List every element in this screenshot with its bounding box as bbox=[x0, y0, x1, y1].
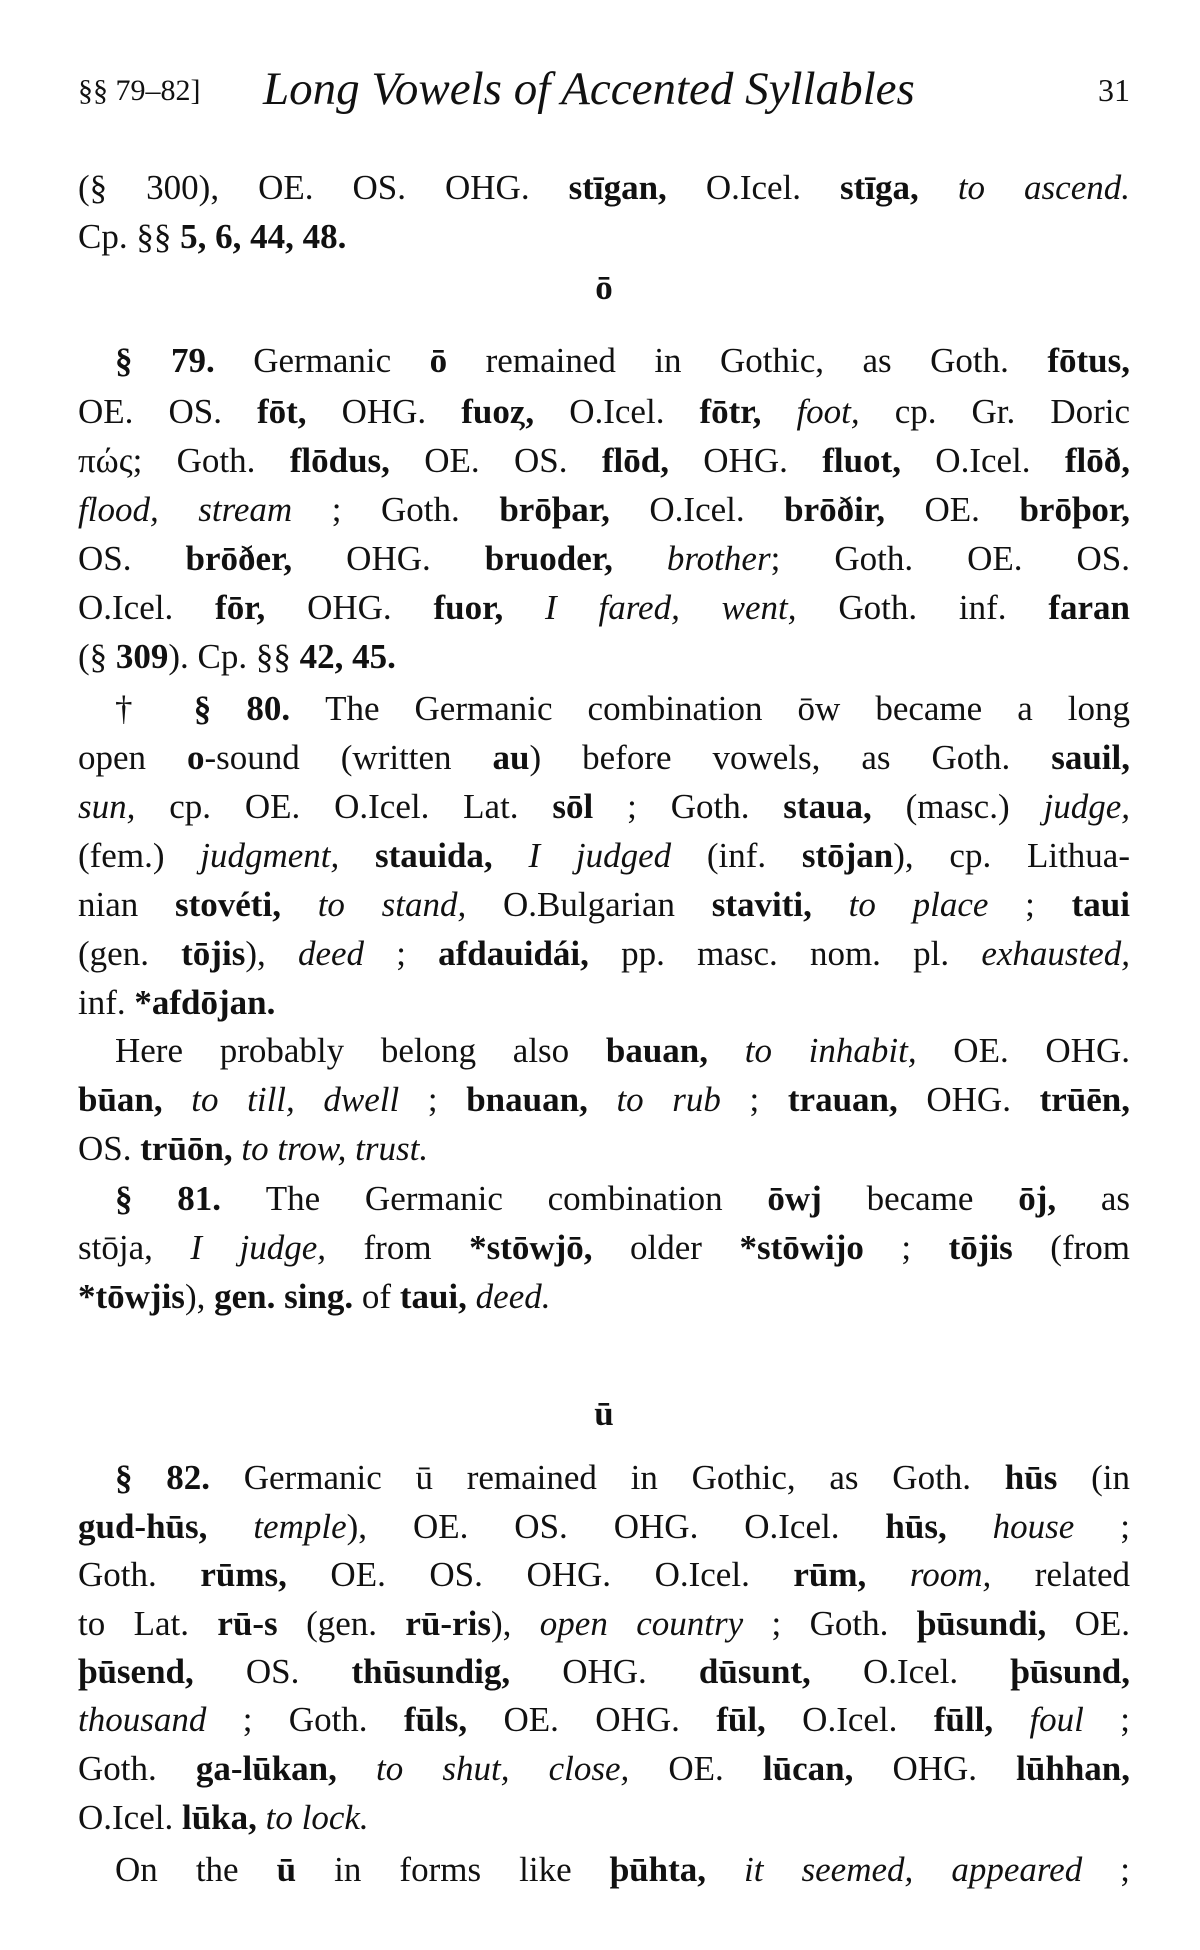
text-run: (in bbox=[1091, 1458, 1130, 1497]
italic-gloss: foul bbox=[1029, 1700, 1084, 1739]
bold-word: staviti, bbox=[711, 885, 849, 924]
italic-gloss: flood, stream bbox=[78, 490, 293, 529]
italic-gloss: I fared, went, bbox=[545, 588, 839, 627]
bold-word: fōt, bbox=[257, 392, 342, 431]
text-run: OE. OS. bbox=[424, 441, 602, 480]
text-line bbox=[78, 439, 1130, 483]
italic-gloss: sun, bbox=[78, 787, 170, 826]
text-run: Goth. inf. bbox=[838, 588, 1049, 627]
text-run: The Germanic combination ōw became a long bbox=[325, 689, 1130, 728]
text-run: (masc.) bbox=[905, 787, 1044, 826]
bold-word: flōdus, bbox=[289, 441, 425, 480]
bold-word: flōd, bbox=[601, 441, 704, 480]
text-run: (gen. bbox=[306, 1604, 406, 1643]
text-run: (§ 300), OE. OS. OHG. bbox=[78, 168, 569, 207]
bold-word: 42, 45. bbox=[299, 637, 396, 676]
text-run: (fem.) bbox=[78, 836, 201, 875]
bold-word: bnauan, bbox=[466, 1080, 617, 1119]
bold-word: ga-lūkan, bbox=[195, 1749, 377, 1788]
bold-word: þūsend, bbox=[78, 1652, 246, 1691]
text-run: OE. OHG. bbox=[953, 1031, 1130, 1070]
text-line bbox=[78, 1650, 1130, 1694]
bold-word: fūll, bbox=[933, 1700, 1030, 1739]
page-title: Long Vowels of Accented Syllables bbox=[263, 63, 915, 115]
bold-word: hūs, bbox=[885, 1507, 993, 1546]
bold-word: rū-s bbox=[217, 1604, 307, 1643]
text-run: OHG. bbox=[703, 441, 823, 480]
bold-word: *stōwijo bbox=[739, 1228, 864, 1267]
text-run: ; bbox=[988, 885, 1072, 924]
text-run: Germanic bbox=[253, 341, 430, 380]
text-run: ; Goth. bbox=[292, 490, 500, 529]
italic-gloss: it seemed, appeared bbox=[744, 1850, 1083, 1889]
text-run: ), bbox=[184, 1277, 215, 1316]
bold-word: fūl, bbox=[716, 1700, 803, 1739]
text-run: OE. bbox=[668, 1749, 763, 1788]
italic-gloss: exhausted, bbox=[981, 934, 1131, 973]
bold-word: o bbox=[187, 738, 205, 777]
text-run: ; Goth. bbox=[593, 787, 784, 826]
bold-word: fuoȥ, bbox=[461, 392, 570, 431]
text-run: OHG. bbox=[562, 1652, 699, 1691]
bold-word: lūka, bbox=[181, 1798, 266, 1837]
bold-word: ū bbox=[276, 1850, 335, 1889]
text-line bbox=[78, 166, 1130, 210]
text-run: as bbox=[1100, 1179, 1130, 1218]
bold-word: stīgan, bbox=[568, 168, 706, 207]
bold-word: gen. sing. bbox=[214, 1277, 362, 1316]
text-run: ), bbox=[245, 934, 298, 973]
bold-word: būan, bbox=[78, 1080, 192, 1119]
text-run: Germanic ū remained in Gothic, as Goth. bbox=[243, 1458, 1005, 1497]
text-run: became bbox=[866, 1179, 1019, 1218]
bold-word: thūsundig, bbox=[351, 1652, 563, 1691]
text-run: (gen. bbox=[78, 934, 182, 973]
bold-word: § 80. bbox=[193, 689, 326, 728]
text-run: (§ bbox=[78, 637, 116, 676]
bold-word: au bbox=[492, 738, 530, 777]
text-run: O.Icel. bbox=[78, 588, 216, 627]
italic-gloss: judgment, bbox=[200, 836, 375, 875]
text-line bbox=[78, 537, 1130, 581]
italic-gloss: to place bbox=[848, 885, 989, 924]
text-line bbox=[78, 586, 1130, 630]
text-run: ; bbox=[1074, 1507, 1130, 1546]
section-range: §§ 79–82] bbox=[78, 74, 201, 107]
text-run: Here probably belong also bbox=[115, 1031, 606, 1070]
text-run: ; bbox=[1082, 1850, 1130, 1889]
page-number: 31 bbox=[1098, 72, 1130, 108]
text-run: from bbox=[363, 1228, 470, 1267]
bold-word: sōl bbox=[552, 787, 594, 826]
bold-word: brōðer, bbox=[185, 539, 347, 578]
bold-word: brōþar, bbox=[499, 490, 650, 529]
bold-word: § 81. bbox=[115, 1179, 266, 1218]
text-run: On the bbox=[115, 1850, 277, 1889]
text-run: The Germanic combination bbox=[265, 1179, 768, 1218]
text-run: inf. bbox=[78, 983, 135, 1022]
bold-word: fuor, bbox=[433, 588, 546, 627]
text-run: OS. bbox=[78, 1129, 141, 1168]
text-run: ; bbox=[364, 934, 439, 973]
bold-word: brōðir, bbox=[784, 490, 925, 529]
text-run: related bbox=[1034, 1555, 1131, 1594]
bold-word: brōþor, bbox=[1019, 490, 1130, 529]
text-run: O.Icel. bbox=[862, 1652, 1011, 1691]
bold-word: taui bbox=[1071, 885, 1130, 924]
running-header bbox=[78, 62, 1130, 115]
text-line bbox=[78, 1698, 1130, 1742]
text-run: ; bbox=[399, 1080, 467, 1119]
bold-word: § 79. bbox=[115, 341, 254, 380]
bold-word: staua, bbox=[783, 787, 906, 826]
text-line bbox=[78, 1226, 1130, 1270]
text-run: to Lat. bbox=[78, 1604, 218, 1643]
italic-gloss: to till, dwell bbox=[191, 1080, 400, 1119]
text-line bbox=[78, 1127, 1130, 1171]
bold-word: trūēn, bbox=[1039, 1080, 1130, 1119]
text-run: ; Goth. OE. OS. bbox=[770, 539, 1131, 578]
bold-word: ōwj bbox=[767, 1179, 867, 1218]
text-line bbox=[78, 1078, 1130, 1122]
bold-word: fluot, bbox=[822, 441, 936, 480]
bold-word: trūōn, bbox=[140, 1129, 242, 1168]
text-line bbox=[78, 981, 1130, 1025]
italic-gloss: brother bbox=[666, 539, 771, 578]
text-run: OS. bbox=[78, 539, 186, 578]
text-line bbox=[78, 1029, 1130, 1073]
bold-word: rū-ris bbox=[405, 1604, 491, 1643]
bold-word: þūsundi, bbox=[916, 1604, 1075, 1643]
text-line bbox=[78, 1796, 1130, 1840]
text-run: OHG. bbox=[307, 588, 434, 627]
text-run: O.Icel. bbox=[569, 392, 700, 431]
text-run: ; Goth. bbox=[743, 1604, 917, 1643]
text-run: ; bbox=[720, 1080, 788, 1119]
bold-word: lūcan, bbox=[762, 1749, 893, 1788]
text-line bbox=[78, 1848, 1130, 1892]
text-line bbox=[78, 635, 1130, 679]
text-run: Cp. §§ bbox=[78, 217, 181, 256]
text-run: πώς; Goth. bbox=[78, 441, 290, 480]
italic-gloss: open country bbox=[539, 1604, 744, 1643]
bold-word: bauan, bbox=[605, 1031, 745, 1070]
text-line bbox=[78, 390, 1130, 434]
text-run: cp. OE. O.Icel. Lat. bbox=[169, 787, 553, 826]
text-run: Goth. bbox=[78, 1749, 196, 1788]
italic-gloss: to ascend. bbox=[957, 168, 1130, 207]
text-run: stōja, bbox=[78, 1228, 191, 1267]
bold-word: rūms, bbox=[200, 1555, 331, 1594]
bold-word: hūs bbox=[1004, 1458, 1092, 1497]
text-line bbox=[78, 1275, 1130, 1319]
text-run: OHG. bbox=[346, 539, 485, 578]
text-run: ), cp. Lithua- bbox=[893, 836, 1130, 875]
bold-word: flōð, bbox=[1064, 441, 1131, 480]
text-line bbox=[78, 1553, 1130, 1597]
italic-gloss: to stand, bbox=[317, 885, 503, 924]
bold-word: tōjis bbox=[181, 934, 246, 973]
bold-word: ō bbox=[429, 341, 486, 380]
bold-word: þūhta, bbox=[609, 1850, 745, 1889]
text-line bbox=[78, 339, 1130, 383]
text-run: OHG. bbox=[926, 1080, 1040, 1119]
bold-word: tōjis bbox=[948, 1228, 1051, 1267]
bold-word: § 82. bbox=[115, 1458, 244, 1497]
text-line bbox=[78, 215, 1130, 259]
section-heading bbox=[78, 266, 1130, 310]
italic-gloss: to lock. bbox=[265, 1798, 369, 1837]
bold-word: fōtr, bbox=[699, 392, 797, 431]
text-run: ). Cp. §§ bbox=[168, 637, 300, 676]
text-run: ), OE. OS. OHG. O.Icel. bbox=[346, 1507, 886, 1546]
italic-gloss: to inhabit, bbox=[744, 1031, 954, 1070]
bold-word: ōj, bbox=[1018, 1179, 1101, 1218]
text-run: ), bbox=[490, 1604, 540, 1643]
bold-word: stōjan bbox=[801, 836, 894, 875]
bold-word: ō bbox=[595, 268, 613, 307]
bold-word: faran bbox=[1048, 588, 1130, 627]
bold-word: *stōwjō, bbox=[469, 1228, 631, 1267]
italic-gloss: room, bbox=[909, 1555, 1035, 1594]
text-run: OS. bbox=[245, 1652, 352, 1691]
text-run: OE. bbox=[924, 490, 1020, 529]
text-line bbox=[78, 834, 1130, 878]
bold-word: fōr, bbox=[215, 588, 308, 627]
text-run: O.Icel. bbox=[649, 490, 785, 529]
text-run: ) before vowels, as Goth. bbox=[529, 738, 1052, 777]
italic-gloss: to rub bbox=[616, 1080, 721, 1119]
bold-word: þūsund, bbox=[1010, 1652, 1130, 1691]
bold-word: stauida, bbox=[375, 836, 529, 875]
italic-gloss: I judged bbox=[528, 836, 707, 875]
text-run: O.Icel. bbox=[802, 1700, 934, 1739]
text-run: O.Bulgarian bbox=[502, 885, 712, 924]
text-run: (from bbox=[1050, 1228, 1130, 1267]
text-run: older bbox=[630, 1228, 740, 1267]
bold-word: *afdōjan. bbox=[134, 983, 276, 1022]
text-run: OE. OS. bbox=[78, 392, 257, 431]
text-run: OHG. bbox=[892, 1749, 1017, 1788]
text-line bbox=[78, 785, 1130, 829]
italic-gloss: to trow, trust. bbox=[241, 1129, 429, 1168]
bold-word: *tōwjis bbox=[78, 1277, 185, 1316]
bold-word: taui, bbox=[399, 1277, 476, 1316]
bold-word: gud-hūs, bbox=[78, 1507, 254, 1546]
text-run: Goth. bbox=[78, 1555, 201, 1594]
italic-gloss: house bbox=[992, 1507, 1075, 1546]
italic-gloss: thousand bbox=[78, 1700, 207, 1739]
text-run: -sound (written bbox=[204, 738, 493, 777]
italic-gloss: deed. bbox=[475, 1277, 551, 1316]
text-line bbox=[78, 1456, 1130, 1500]
text-line bbox=[78, 932, 1130, 976]
text-run: ; bbox=[863, 1228, 949, 1267]
text-run: of bbox=[361, 1277, 400, 1316]
italic-gloss: foot, bbox=[796, 392, 895, 431]
text-line bbox=[78, 1177, 1130, 1221]
bold-word: sauil, bbox=[1051, 738, 1130, 777]
italic-gloss: to shut, close, bbox=[376, 1749, 669, 1788]
text-run: OHG. bbox=[341, 392, 462, 431]
text-run: cp. Gr. Doric bbox=[894, 392, 1131, 431]
text-run: O.Icel. bbox=[935, 441, 1065, 480]
text-run: O.Icel. bbox=[705, 168, 841, 207]
text-run: † bbox=[115, 689, 194, 728]
bold-word: lūhhan, bbox=[1016, 1749, 1131, 1788]
italic-gloss: temple bbox=[253, 1507, 347, 1546]
bold-word: dūsunt, bbox=[698, 1652, 863, 1691]
text-line bbox=[78, 736, 1130, 780]
bold-word: trauan, bbox=[787, 1080, 927, 1119]
text-line bbox=[78, 1505, 1130, 1549]
text-run: nian bbox=[78, 885, 175, 924]
text-line bbox=[78, 883, 1130, 927]
italic-gloss: judge, bbox=[1043, 787, 1130, 826]
text-line bbox=[78, 1747, 1130, 1791]
bold-word: stīga, bbox=[840, 168, 958, 207]
bold-word: rūm, bbox=[793, 1555, 910, 1594]
bold-word: fūls, bbox=[403, 1700, 504, 1739]
text-run: OE. OHG. bbox=[503, 1700, 717, 1739]
bold-word: 5, 6, 44, 48. bbox=[180, 217, 347, 256]
text-run: O.Icel. bbox=[78, 1798, 182, 1837]
bold-word: fōtus, bbox=[1047, 341, 1131, 380]
text-run: (inf. bbox=[706, 836, 802, 875]
bold-word: ū bbox=[594, 1394, 614, 1433]
text-run: open bbox=[78, 738, 188, 777]
text-run: OE. bbox=[1074, 1604, 1131, 1643]
text-run: ; bbox=[1083, 1700, 1130, 1739]
bold-word: bruoder, bbox=[484, 539, 667, 578]
text-line bbox=[78, 687, 1130, 731]
text-run: ; Goth. bbox=[206, 1700, 404, 1739]
bold-word: afdauidái, bbox=[438, 934, 622, 973]
text-run: in forms like bbox=[334, 1850, 610, 1889]
italic-gloss: I judge, bbox=[190, 1228, 364, 1267]
bold-word: stovéti, bbox=[175, 885, 318, 924]
bold-word: 309 bbox=[115, 637, 169, 676]
section-heading bbox=[78, 1392, 1130, 1436]
text-run: pp. masc. nom. pl. bbox=[621, 934, 982, 973]
italic-gloss: deed bbox=[297, 934, 365, 973]
text-line bbox=[78, 488, 1130, 532]
text-run: OE. OS. OHG. O.Icel. bbox=[330, 1555, 794, 1594]
text-line bbox=[78, 1602, 1130, 1646]
text-run: remained in Gothic, as Goth. bbox=[485, 341, 1048, 380]
